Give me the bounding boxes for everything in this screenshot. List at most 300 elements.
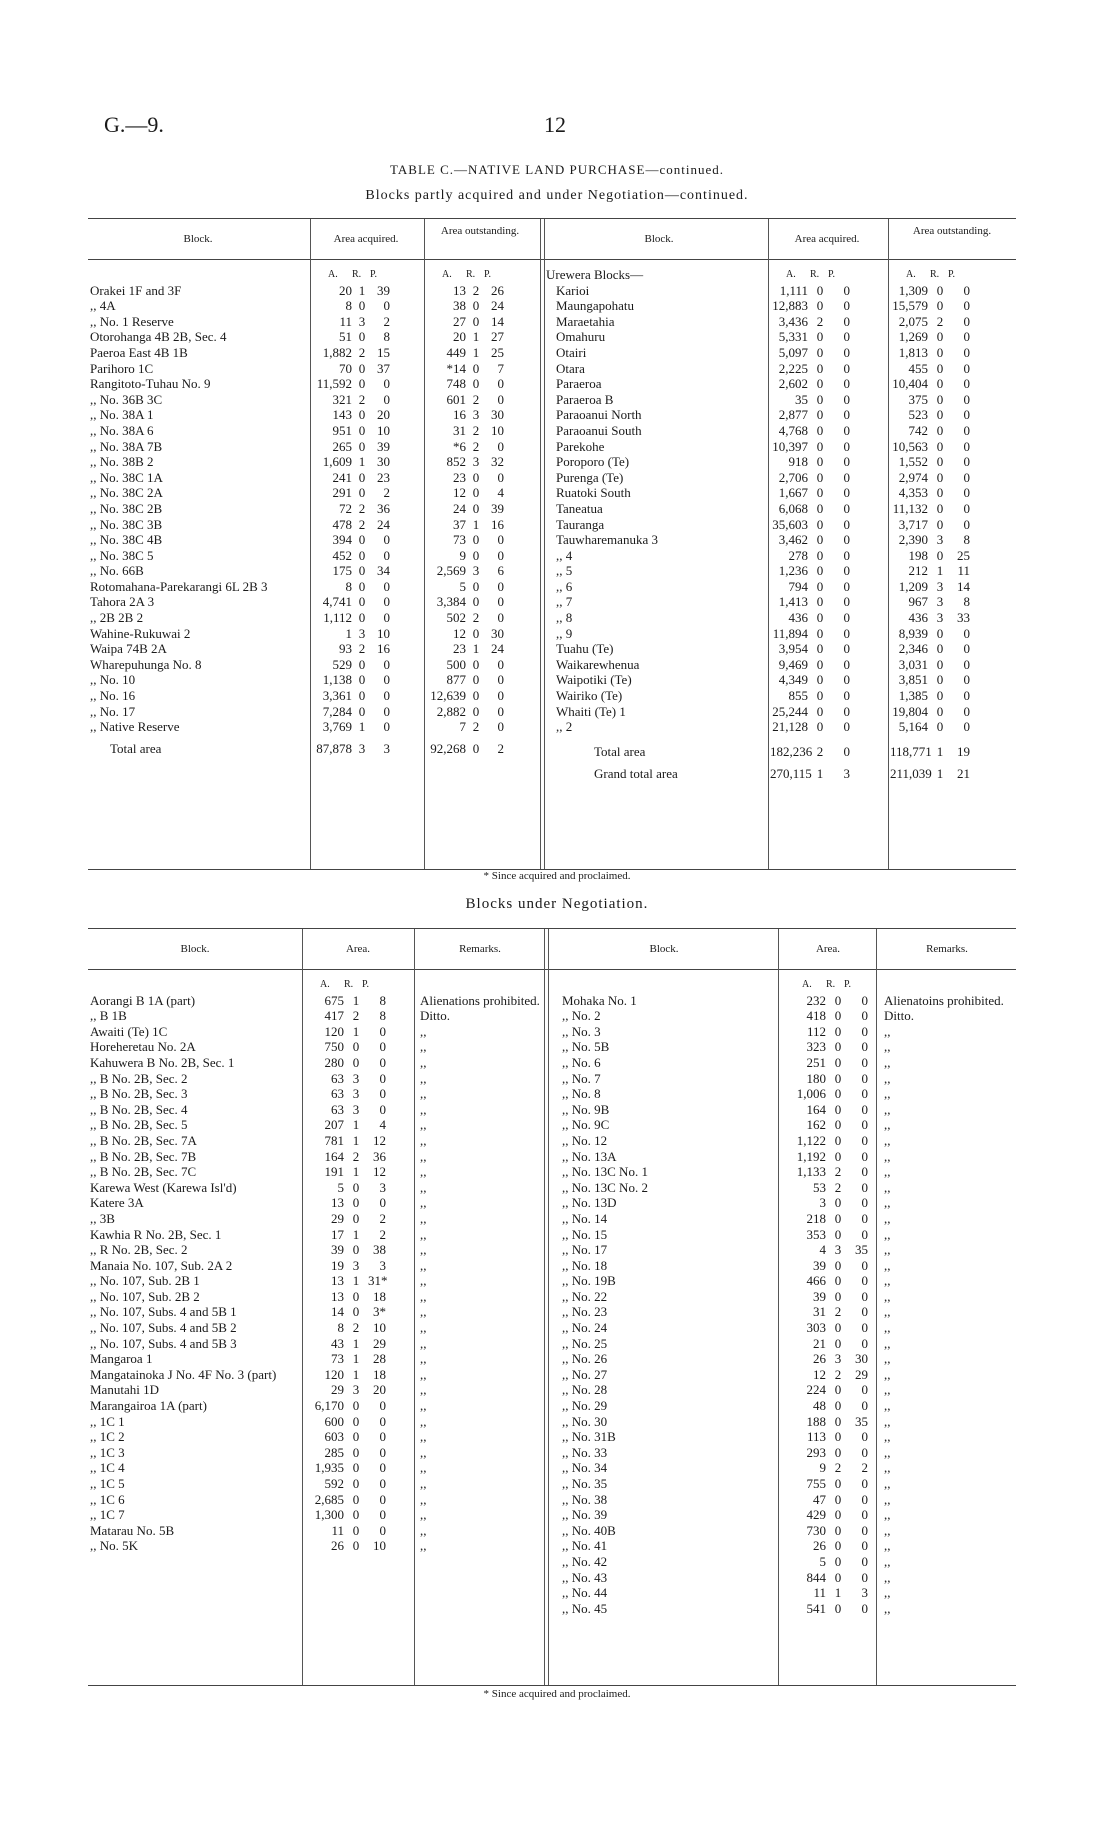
remarks: ,, <box>420 1257 427 1273</box>
table-row <box>548 1336 1016 1352</box>
area-perches: 29 <box>373 1335 386 1351</box>
remarks: ,, <box>420 1086 427 1102</box>
area-roods: 0 <box>834 1522 842 1538</box>
table-row <box>88 1460 544 1476</box>
block-name: ,, No. 24 <box>562 1320 608 1336</box>
area-perches: 8 <box>963 594 970 610</box>
area-acres: 323 <box>806 1039 826 1055</box>
remarks: ,, <box>884 1148 891 1164</box>
area-perches: 0 <box>963 469 970 485</box>
area-perches: 0 <box>383 610 390 626</box>
table-row <box>88 548 540 564</box>
area-acres: 21 <box>813 1335 826 1351</box>
area-acres: 51 <box>339 329 352 345</box>
area-acres: 19,804 <box>892 703 928 719</box>
table-row <box>544 641 1016 657</box>
area-acres: 748 <box>446 376 466 392</box>
area-acres: 5,331 <box>778 329 808 345</box>
area-acres: 601 <box>446 391 466 407</box>
area-acres: 29 <box>331 1210 344 1226</box>
area-perches: 28 <box>373 1351 386 1367</box>
table-row <box>544 361 1016 377</box>
remarks: ,, <box>884 1054 891 1070</box>
table-row <box>88 501 540 517</box>
table-row <box>548 1149 1016 1165</box>
area-acres: 112 <box>806 1023 826 1039</box>
area-roods: 1 <box>834 1585 842 1601</box>
table-row <box>548 1351 1016 1367</box>
area-acres: 92,268 <box>430 740 466 756</box>
document-reference: G.—9. <box>104 112 164 137</box>
area-acres: 1,813 <box>898 344 928 360</box>
table-row <box>88 283 540 299</box>
remarks: ,, <box>420 1304 427 1320</box>
table-row <box>544 314 1016 330</box>
table-row <box>88 1055 544 1071</box>
block-name: Horeheretau No. 2A <box>90 1039 196 1055</box>
area-acres: 852 <box>446 454 466 470</box>
remarks: ,, <box>420 1460 427 1476</box>
area-perches: 0 <box>383 672 390 688</box>
area-roods: 0 <box>936 454 944 470</box>
unit-acres: A. <box>906 269 916 280</box>
area-roods: 0 <box>472 703 480 719</box>
area-perches: 0 <box>843 329 850 345</box>
block-name: ,, No. 16 <box>90 688 136 704</box>
area-perches: 21 <box>957 765 970 781</box>
block-name: Paraoanui North <box>556 407 642 423</box>
block-name: ,, No. 13D <box>562 1195 617 1211</box>
area-roods: 3 <box>352 1101 360 1117</box>
area-acres: 3,954 <box>778 641 808 657</box>
block-name: ,, No. 7 <box>562 1070 601 1086</box>
area-acres: 5,097 <box>778 344 808 360</box>
area-roods: 0 <box>358 329 366 345</box>
area-roods: 0 <box>816 578 824 594</box>
area-perches: 0 <box>383 656 390 672</box>
area-roods: 3 <box>358 625 366 641</box>
area-acres: 13 <box>331 1273 344 1289</box>
unit-acres: A. <box>802 979 812 990</box>
block-name: Wairiko (Te) <box>556 688 623 704</box>
block-name: ,, No. 17 <box>562 1242 608 1258</box>
area-perches: 0 <box>843 532 850 548</box>
area-perches: 0 <box>843 594 850 610</box>
urewera-heading: Urewera Blocks— <box>546 267 644 282</box>
area-perches: 11 <box>957 563 970 579</box>
table-row <box>88 1211 544 1227</box>
area-perches: 0 <box>379 1070 386 1086</box>
area-roods: 0 <box>816 594 824 610</box>
area-acres: 11 <box>813 1585 826 1601</box>
area-acres: 3,436 <box>778 313 808 329</box>
area-roods: 2 <box>834 1460 842 1476</box>
area-acres: 9,469 <box>778 656 808 672</box>
area-roods: 0 <box>816 485 824 501</box>
area-perches: 30 <box>855 1351 868 1367</box>
area-acres: 218 <box>806 1210 826 1226</box>
area-perches: 23 <box>377 469 390 485</box>
table-row <box>548 1071 1016 1087</box>
area-perches: 0 <box>861 1148 868 1164</box>
block-name: Poroporo (Te) <box>556 454 630 470</box>
area-acres: 118,771 <box>890 743 932 759</box>
area-acres: 3 <box>819 1195 826 1211</box>
table1-subtitle: Blocks partly acquired and under Negotiation—continued. <box>365 188 749 203</box>
block-name: ,, 2B 2B 2 <box>90 610 144 626</box>
table1-title: TABLE C.—NATIVE LAND PURCHASE—continued. <box>390 162 724 177</box>
area-acres: 4,768 <box>778 422 808 438</box>
block-name: Mangaroa 1 <box>90 1351 153 1367</box>
area-perches: 14 <box>491 313 504 329</box>
area-perches: 0 <box>963 719 970 735</box>
area-perches: 0 <box>963 485 970 501</box>
area-perches: 26 <box>491 282 504 298</box>
area-acres: 164 <box>324 1148 344 1164</box>
area-perches: 0 <box>861 1304 868 1320</box>
area-roods: 1 <box>358 454 366 470</box>
table-row <box>544 594 1016 610</box>
block-name: ,, No. 38A 7B <box>90 438 163 454</box>
area-perches: 0 <box>383 532 390 548</box>
area-acres: 502 <box>446 610 466 626</box>
area-perches: 0 <box>843 563 850 579</box>
block-name: ,, 9 <box>556 625 573 641</box>
area-perches: 16 <box>491 516 504 532</box>
block-name: ,, No. 2 <box>562 1008 601 1024</box>
area-acres: 1,192 <box>796 1148 826 1164</box>
block-name: Karioi <box>556 282 590 298</box>
block-name: ,, No. 29 <box>562 1398 608 1414</box>
area-perches: 0 <box>497 532 504 548</box>
area-perches: 0 <box>383 547 390 563</box>
area-roods: 0 <box>816 454 824 470</box>
remarks: ,, <box>884 1429 891 1445</box>
table-blocks-under-negotiation <box>88 928 1016 1686</box>
table-row <box>548 1492 1016 1508</box>
area-perches: 0 <box>861 1008 868 1024</box>
area-perches: 0 <box>497 469 504 485</box>
area-acres: 13 <box>331 1288 344 1304</box>
total-label: Grand total area <box>594 765 678 781</box>
block-name: ,, 1C 5 <box>90 1476 125 1491</box>
area-perches: 0 <box>861 1023 868 1039</box>
area-roods: 0 <box>352 1538 360 1554</box>
area-roods: 2 <box>358 391 366 407</box>
block-name: Whaiti (Te) 1 <box>556 703 626 719</box>
table-row <box>88 594 540 610</box>
area-roods: 0 <box>358 594 366 610</box>
block-name: Marangairoa 1A (part) <box>90 1398 207 1414</box>
area-roods: 0 <box>834 1382 842 1398</box>
area-acres: 8 <box>337 1320 344 1336</box>
area-roods: 0 <box>358 563 366 579</box>
area-roods: 0 <box>834 1257 842 1273</box>
area-acres: 15,579 <box>892 298 928 314</box>
table-row <box>548 1304 1016 1320</box>
area-roods: 0 <box>816 672 824 688</box>
area-roods: 0 <box>472 376 480 392</box>
remarks: ,, <box>884 1023 891 1039</box>
col-block-right: Block. <box>649 943 679 955</box>
area-roods: 0 <box>834 1288 842 1304</box>
block-name: ,, No. 107, Subs. 4 and 5B 1 <box>90 1304 237 1320</box>
area-acres: 781 <box>324 1132 344 1148</box>
table-row <box>88 361 540 377</box>
remarks: ,, <box>884 1195 891 1211</box>
table-row <box>88 657 540 673</box>
area-perches: 0 <box>383 578 390 594</box>
area-perches: 20 <box>373 1382 386 1398</box>
area-roods: 0 <box>816 641 824 657</box>
area-roods: 0 <box>352 1444 360 1460</box>
remarks: ,, <box>420 1522 427 1538</box>
area-acres: 224 <box>806 1382 826 1398</box>
table-row <box>88 626 540 642</box>
area-roods: 1 <box>352 1226 360 1242</box>
area-roods: 1 <box>936 743 944 759</box>
block-name: ,, R No. 2B, Sec. 2 <box>90 1242 188 1258</box>
area-roods: 0 <box>352 1398 360 1414</box>
area-roods: 0 <box>936 547 944 563</box>
area-roods: 1 <box>352 1164 360 1180</box>
remarks: ,, <box>420 1538 427 1554</box>
area-roods: 0 <box>472 547 480 563</box>
area-perches: 0 <box>963 688 970 704</box>
area-acres: 3,851 <box>898 672 928 688</box>
table-row <box>548 1102 1016 1118</box>
table-row <box>88 1024 544 1040</box>
area-acres: 452 <box>332 547 352 563</box>
area-perches: 0 <box>963 329 970 345</box>
area-roods: 2 <box>358 500 366 516</box>
remarks: ,, <box>884 1320 891 1336</box>
area-acres: 6,170 <box>314 1398 344 1414</box>
block-name: ,, 1C 7 <box>90 1507 125 1523</box>
area-perches: 0 <box>861 1039 868 1055</box>
area-roods: 0 <box>472 578 480 594</box>
area-roods: 1 <box>352 1273 360 1289</box>
area-perches: 10 <box>373 1538 386 1554</box>
area-roods: 0 <box>834 1210 842 1226</box>
table-row <box>88 1149 544 1165</box>
area-acres: 47 <box>813 1491 826 1507</box>
block-name: ,, 7 <box>556 594 573 610</box>
area-perches: 0 <box>861 1600 868 1616</box>
area-roods: 2 <box>834 1304 842 1320</box>
area-roods: 0 <box>834 1320 842 1336</box>
table-row <box>88 1258 544 1274</box>
block-name: ,, No. 30 <box>562 1413 608 1429</box>
table-row <box>548 1585 1016 1601</box>
block-name: ,, B No. 2B, Sec. 5 <box>90 1117 188 1133</box>
table-row <box>88 704 540 720</box>
area-acres: 1,385 <box>898 688 928 704</box>
area-roods: 1 <box>352 1335 360 1351</box>
block-name: ,, No. 31B <box>562 1429 616 1445</box>
area-perches: 0 <box>963 298 970 314</box>
table-row <box>544 407 1016 423</box>
area-roods: 3 <box>352 1257 360 1273</box>
block-name: ,, B No. 2B, Sec. 7B <box>90 1148 197 1164</box>
col-remarks: Remarks. <box>459 943 501 955</box>
area-roods: 0 <box>358 407 366 423</box>
area-roods: 1 <box>358 719 366 735</box>
area-roods: 0 <box>834 1132 842 1148</box>
block-name: ,, No. 8 <box>562 1086 601 1102</box>
area-acres: 120 <box>324 1023 344 1039</box>
remarks: ,, <box>884 1335 891 1351</box>
block-name: ,, B No. 2B, Sec. 7C <box>90 1164 197 1180</box>
block-name: Otairi <box>556 344 587 360</box>
area-acres: 5 <box>459 578 466 594</box>
area-acres: 280 <box>324 1054 344 1070</box>
area-perches: 8 <box>963 532 970 548</box>
area-acres: 523 <box>908 407 928 423</box>
area-perches: 0 <box>379 1398 386 1414</box>
table-row <box>548 1039 1016 1055</box>
area-acres: 11 <box>339 313 352 329</box>
area-acres: 12 <box>453 625 466 641</box>
area-roods: 0 <box>936 672 944 688</box>
area-roods: 0 <box>936 641 944 657</box>
area-roods: 2 <box>352 1148 360 1164</box>
area-roods: 0 <box>352 1179 360 1195</box>
area-acres: 1,667 <box>778 485 808 501</box>
area-acres: 191 <box>324 1164 344 1180</box>
remarks: Ditto. <box>420 1008 450 1024</box>
area-roods: 2 <box>936 313 944 329</box>
area-roods: 3 <box>352 1382 360 1398</box>
area-acres: 478 <box>332 516 352 532</box>
area-perches: 0 <box>861 1553 868 1569</box>
area-perches: 0 <box>843 743 850 759</box>
area-roods: 0 <box>358 703 366 719</box>
remarks: ,, <box>420 1335 427 1351</box>
remarks: ,, <box>884 1070 891 1086</box>
area-roods: 2 <box>472 391 480 407</box>
block-name: Maraetahia <box>556 313 615 329</box>
area-acres: 1,112 <box>323 610 352 626</box>
area-roods: 0 <box>472 298 480 314</box>
area-roods: 3 <box>936 610 944 626</box>
area-roods: 0 <box>936 422 944 438</box>
area-perches: 0 <box>861 1569 868 1585</box>
unit-acres: A. <box>320 979 330 990</box>
area-acres: 7,284 <box>322 703 352 719</box>
table-row <box>548 1476 1016 1492</box>
remarks: ,, <box>420 1273 427 1289</box>
units-row <box>548 977 1016 993</box>
area-acres: 1,133 <box>796 1164 826 1180</box>
block-name: ,, 1C 3 <box>90 1444 125 1460</box>
area-roods: 3 <box>352 1086 360 1102</box>
area-roods: 0 <box>358 438 366 454</box>
table-row <box>88 1195 544 1211</box>
area-acres: 10,404 <box>892 376 928 392</box>
area-acres: 23 <box>453 641 466 657</box>
area-roods: 0 <box>352 1054 360 1070</box>
area-perches: 0 <box>963 703 970 719</box>
area-roods: 0 <box>834 1054 842 1070</box>
block-name: ,, No. 38C 2A <box>90 485 163 501</box>
table-row <box>548 1398 1016 1414</box>
area-roods: 0 <box>352 1476 360 1491</box>
area-roods: 0 <box>472 532 480 548</box>
area-roods: 1 <box>472 516 480 532</box>
area-roods: 0 <box>834 1273 842 1289</box>
area-perches: 0 <box>497 376 504 392</box>
area-roods: 2 <box>358 344 366 360</box>
area-roods: 2 <box>472 282 480 298</box>
area-roods: 0 <box>936 344 944 360</box>
area-roods: 0 <box>816 625 824 641</box>
table-row <box>88 345 540 361</box>
unit-roods: R. <box>810 269 820 280</box>
area-roods: 0 <box>352 1429 360 1445</box>
area-acres: 794 <box>788 578 808 594</box>
table-row <box>88 1117 544 1133</box>
area-acres: 844 <box>806 1569 826 1585</box>
area-acres: 182,236 <box>770 743 813 759</box>
block-name: ,, No. 28 <box>562 1382 608 1398</box>
area-perches: 0 <box>861 1070 868 1086</box>
area-perches: 6 <box>497 563 504 579</box>
area-roods: 0 <box>358 688 366 704</box>
area-perches: 0 <box>383 703 390 719</box>
block-name: Katere 3A <box>90 1195 144 1211</box>
area-roods: 0 <box>834 1101 842 1117</box>
block-name: ,, 2 <box>556 719 573 735</box>
remarks: ,, <box>884 1288 891 1304</box>
col-block: Block. <box>180 943 210 955</box>
area-perches: 0 <box>843 360 850 376</box>
remarks: ,, <box>420 1117 427 1133</box>
table-row <box>88 1227 544 1243</box>
area-perches: 2 <box>383 485 390 501</box>
area-roods: 0 <box>816 422 824 438</box>
area-roods: 2 <box>472 422 480 438</box>
area-roods: 0 <box>834 1070 842 1086</box>
block-name: Waipotiki (Te) <box>556 672 632 688</box>
block-name: ,, No. 22 <box>562 1288 608 1304</box>
area-acres: 14 <box>331 1304 344 1320</box>
area-roods: 0 <box>472 740 480 756</box>
area-acres: 918 <box>788 454 808 470</box>
area-roods: 0 <box>834 1117 842 1133</box>
block-name: Rotomahana-Parekarangi 6L 2B 3 <box>90 578 268 594</box>
area-acres: 31 <box>453 422 466 438</box>
area-roods: 2 <box>834 1179 842 1195</box>
block-name: Paraeroa <box>556 376 602 392</box>
area-acres: 48 <box>813 1398 826 1414</box>
area-roods: 0 <box>358 578 366 594</box>
remarks: ,, <box>420 1101 427 1117</box>
area-acres: 12,639 <box>430 688 466 704</box>
area-acres: 742 <box>908 422 928 438</box>
area-acres: 2,390 <box>898 532 928 548</box>
area-acres: 20 <box>453 329 466 345</box>
area-acres: 1,935 <box>314 1460 344 1476</box>
remarks: ,, <box>420 1351 427 1367</box>
area-perches: 0 <box>497 391 504 407</box>
table-row <box>544 626 1016 642</box>
block-name: ,, No. 40B <box>562 1522 616 1538</box>
area-acres: 31 <box>813 1304 826 1320</box>
area-acres: 1,882 <box>322 344 352 360</box>
table-row <box>88 1273 544 1289</box>
table-row <box>88 407 540 423</box>
